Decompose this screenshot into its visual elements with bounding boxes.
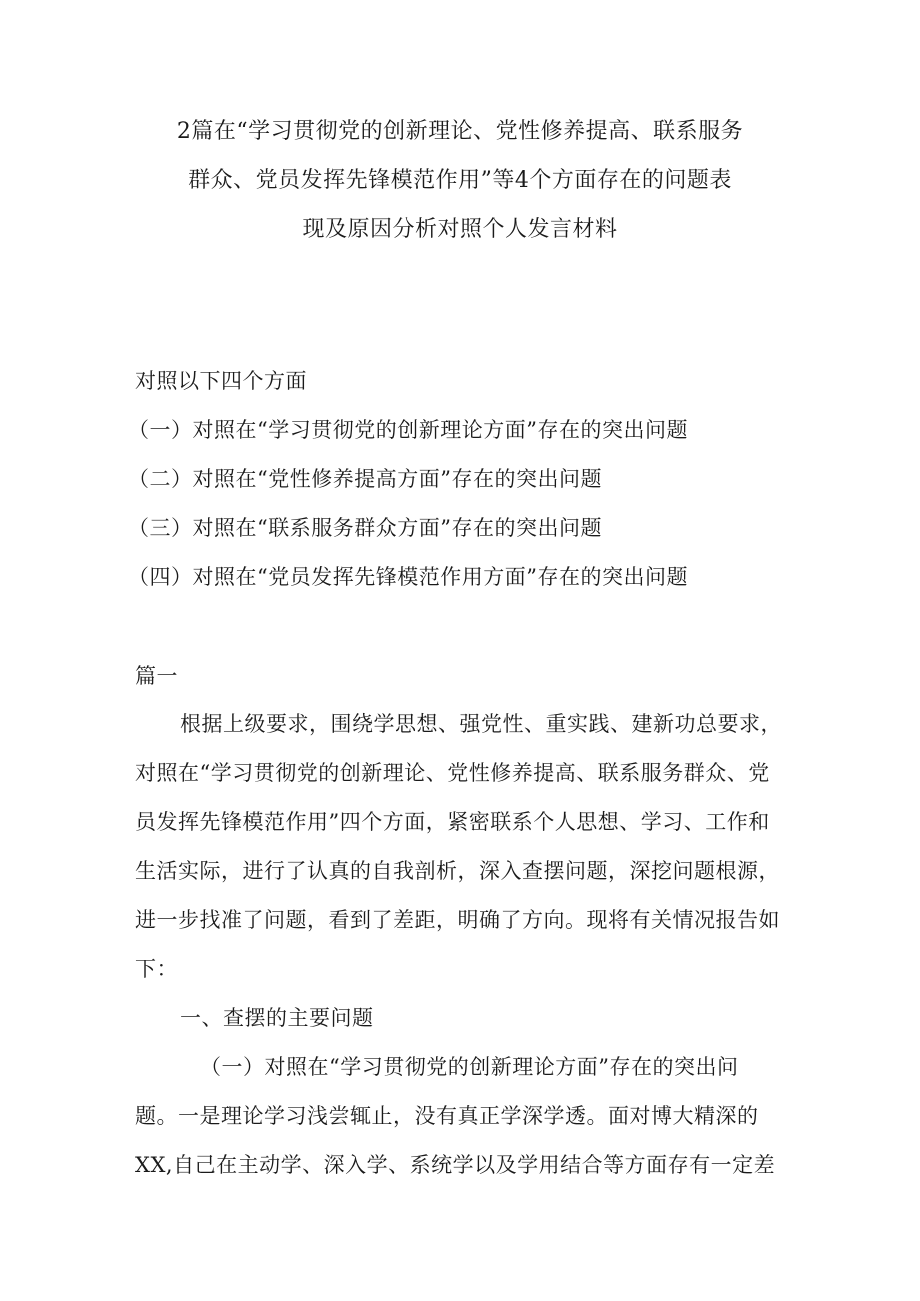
intro-line-3: 员发挥先锋模范作用”四个方面，紧密联系个人思想、学习、工作和	[135, 810, 770, 834]
intro-line-1: 根据上级要求，围绕学思想、强党性、重实践、建新功总要求，	[180, 712, 782, 736]
subsection-line-1: （一）对照在“学习贯彻党的创新理论方面”存在的突出问	[200, 1055, 739, 1079]
intro-line-5: 进一步找准了问题，看到了差距，明确了方向。现将有关情况报告如	[135, 908, 780, 932]
title-line-1: 2篇在“学习贯彻党的创新理论、党性修养提高、联系服务	[176, 119, 744, 144]
aspect-item-2: （二）对照在“党性修养提高方面”存在的突出问题	[128, 467, 602, 491]
title-line-2: 群众、党员发挥先锋模范作用”等4个方面存在的问题表	[188, 168, 732, 193]
section-heading: 一、查摆的主要问题	[180, 1006, 374, 1030]
subsection-line-2: 题。一是理论学习浅尝辄止，没有真正学深学透。面对博大精深的	[135, 1104, 759, 1128]
aspects-heading: 对照以下四个方面	[135, 369, 307, 393]
part-label: 篇一	[135, 664, 178, 688]
intro-line-4: 生活实际，进行了认真的自我剖析，深入查摆问题，深挖问题根源，	[135, 859, 780, 883]
intro-line-6: 下：	[135, 957, 178, 981]
aspect-item-3: （三）对照在“联系服务群众方面”存在的突出问题	[128, 516, 602, 540]
aspect-item-1: （一）对照在“学习贯彻党的创新理论方面”存在的突出问题	[128, 418, 688, 442]
aspect-item-4: （四）对照在“党员发挥先锋模范作用方面”存在的突出问题	[128, 565, 688, 589]
subsection-line-3: XX,自己在主动学、深入学、系统学以及学用结合等方面存有一定差	[135, 1153, 776, 1177]
intro-line-2: 对照在“学习贯彻党的创新理论、党性修养提高、联系服务群众、党	[135, 761, 770, 785]
title-line-3: 现及原因分析对照个人发言材料	[302, 217, 618, 242]
